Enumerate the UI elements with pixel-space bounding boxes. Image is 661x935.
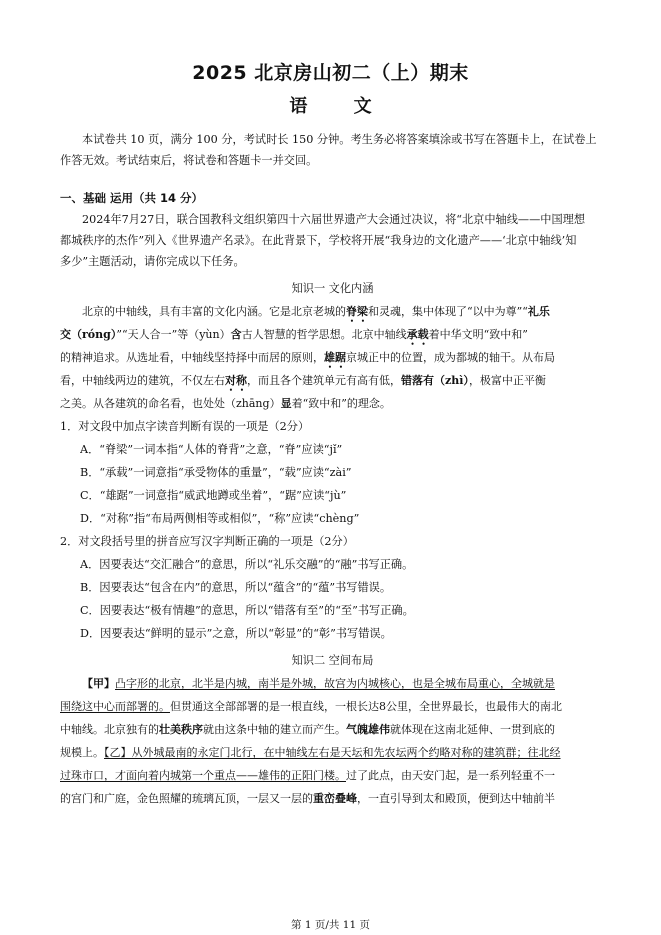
question-2-option-b: B．因要表达“包含在内”的意思，所以“蕴含”的“蕴”书写错误。 <box>80 581 392 594</box>
dotted-word-chengzai: 承载 <box>406 328 429 341</box>
passage1-text: 着“致中和”的理念。 <box>291 397 391 410</box>
passage1-line-5 <box>60 395 605 412</box>
underlined-sentence-yi-end: 过珠市口，才面向着内城第一个重点——雄伟的正阳门楼。 <box>60 769 346 782</box>
passage1-text: 之美。从各建筑的命名看，也处处（zhāng） <box>60 397 281 410</box>
pinyin-blank-yun: 含 <box>230 328 242 341</box>
section-heading: 一、基础 运用（共 14 分） <box>60 191 204 205</box>
passage2-line-6 <box>60 790 605 807</box>
passage1-line-3 <box>60 349 605 371</box>
page-footer: 第 1 页/共 11 页 <box>291 919 370 931</box>
instructions-line-1: 本试卷共 10 页，满分 100 分，考试时长 150 分钟。考生务必将答案填涂或书写在答题卡上，在试卷上 <box>82 133 597 146</box>
instructions-line-2: 作答无效。考试结束后，将试卷和答题卡一并交回。 <box>60 154 318 167</box>
intro-line-2: 都城秩序的杰作”列入《世界遗产名录》。在此背景下，学校将开展“我身边的文化遗产——‘北京中轴线’知 <box>60 234 577 247</box>
question-1-option-a: A．“脊梁”一词本指“人体的脊背”之意，“脊”应读“jǐ” <box>80 443 343 456</box>
passage2-line-1 <box>82 675 605 692</box>
passage1-line-2 <box>60 326 605 348</box>
marker-jia: 【甲】 <box>82 677 115 690</box>
passage1-text: ，而且各个建筑单元有高有低， <box>247 374 401 387</box>
passage1-text: ”“天人合一”等（yùn） <box>116 328 231 341</box>
dotted-word-xiongju: 雄踞 <box>324 351 346 364</box>
passage1-line-1 <box>82 303 605 325</box>
page-title: 2025 北京房山初二（上）期末 <box>192 62 469 84</box>
question-1-option-b: B．“承载”一词意指“承受物体的重量”，“载”应读“zài” <box>80 466 352 479</box>
bold-word-zhuangmei: 壮美秩序 <box>159 723 203 736</box>
underlined-sentence-jia-end: 围绕这中心而部署的。 <box>60 700 170 713</box>
pinyin-blank-zhi: 错落有（zhì） <box>401 374 469 387</box>
passage2-line-2 <box>60 698 605 715</box>
question-1-option-c: C．“雄踞”一词意指“威武地蹲或坐着”，“踞”应读“jù” <box>80 489 347 502</box>
passage1-line-4 <box>60 372 605 394</box>
question-1-stem: 1．对文段中加点字读音判断有误的一项是（2分） <box>60 420 310 433</box>
passage1-text: ，极富中正平衡 <box>468 374 546 387</box>
passage2-text: 的宫门和广庭，金色照耀的琉璃瓦顶，一层又一层的 <box>60 792 313 805</box>
passage2-text: 规模上。 <box>60 746 104 759</box>
question-2-option-a: A．因要表达“交汇融合”的意思，所以“礼乐交融”的“融”书写正确。 <box>80 558 414 571</box>
underlined-sentence-jia: 凸字形的北京，北半是内城，南半是外城，故宫为内城核心，也是全城布局重心，全城就是 <box>115 677 555 690</box>
passage2-text: 就由这条中轴的建立而产生。 <box>203 723 346 736</box>
part1-title: 知识一 文化内涵 <box>291 282 374 295</box>
passage1-text: 和灵魂，集中体现了“以中为尊”“ <box>368 305 528 318</box>
passage2-line-3 <box>60 721 605 738</box>
passage1-text: 的精神追求。从选址看，中轴线坚持择中而居的原则， <box>60 351 324 364</box>
underlined-sentence-yi: 【乙】从外城最南的永定门北行，在中轴线左右是天坛和先农坛两个约略对称的建筑群；往北经 <box>104 746 561 759</box>
question-2-option-d: D．因要表达“鲜明的显示”之意，所以“彰显”的“彰”书写错误。 <box>80 627 392 640</box>
passage1-text: 着中华文明“致中和” <box>428 328 528 341</box>
passage2-text: 中轴线。北京独有的 <box>60 723 159 736</box>
dotted-word-jiliang: 脊梁 <box>346 305 368 318</box>
question-1-option-d: D．“对称”指“布局两侧相等或相似”，“称”应读“chèng” <box>80 512 360 525</box>
passage1-text: 看，中轴线两边的建筑，不仅左右 <box>60 374 225 387</box>
passage2-line-4 <box>60 744 605 761</box>
passage2-text: 过了此点，由天安门起，是一系列轻重不一 <box>346 769 555 782</box>
pinyin-blank-rong: 交（róng） <box>60 328 117 341</box>
bold-word-qipo: 气魄雄伟 <box>346 723 390 736</box>
pinyin-blank-zhang: 显 <box>280 397 292 410</box>
question-2-stem: 2．对文段括号里的拼音应写汉字判断正确的一项是（2分） <box>60 535 354 548</box>
question-2-option-c: C．因要表达“极有情趣”的意思，所以“错落有至”的“至”书写正确。 <box>80 604 414 617</box>
passage2-line-5 <box>60 767 605 784</box>
subject-title: 语 文 <box>289 96 372 117</box>
passage1-text: 京城正中的位置，成为都城的轴干。从布局 <box>346 351 555 364</box>
passage1-text: 北京的中轴线，具有丰富的文化内涵。它是北京老城的 <box>82 305 346 318</box>
part2-title: 知识二 空间布局 <box>291 654 374 667</box>
bold-word-chongluan: 重峦叠峰 <box>313 792 357 805</box>
dotted-word-duichen: 对称 <box>225 374 247 387</box>
passage2-text: 但贯通这全部部署的是一根直线，一根长达8公里，全世界最长，也最伟大的南北 <box>170 700 562 713</box>
intro-line-3: 多少”主题活动，请你完成以下任务。 <box>60 255 245 268</box>
passage2-text: 就体现在这南北延伸、一贯到底的 <box>390 723 555 736</box>
passage2-text: ，一直引导到太和殿顶，便到达中轴前半 <box>357 792 555 805</box>
bold-word-liyue: 礼乐 <box>527 305 550 318</box>
intro-line-1: 2024年7月27日，联合国教科文组织第四十六届世界遗产大会通过决议，将“北京中轴线——中国理想 <box>82 213 586 226</box>
passage1-text: 古人智慧的哲学思想。北京中轴线 <box>241 328 407 341</box>
